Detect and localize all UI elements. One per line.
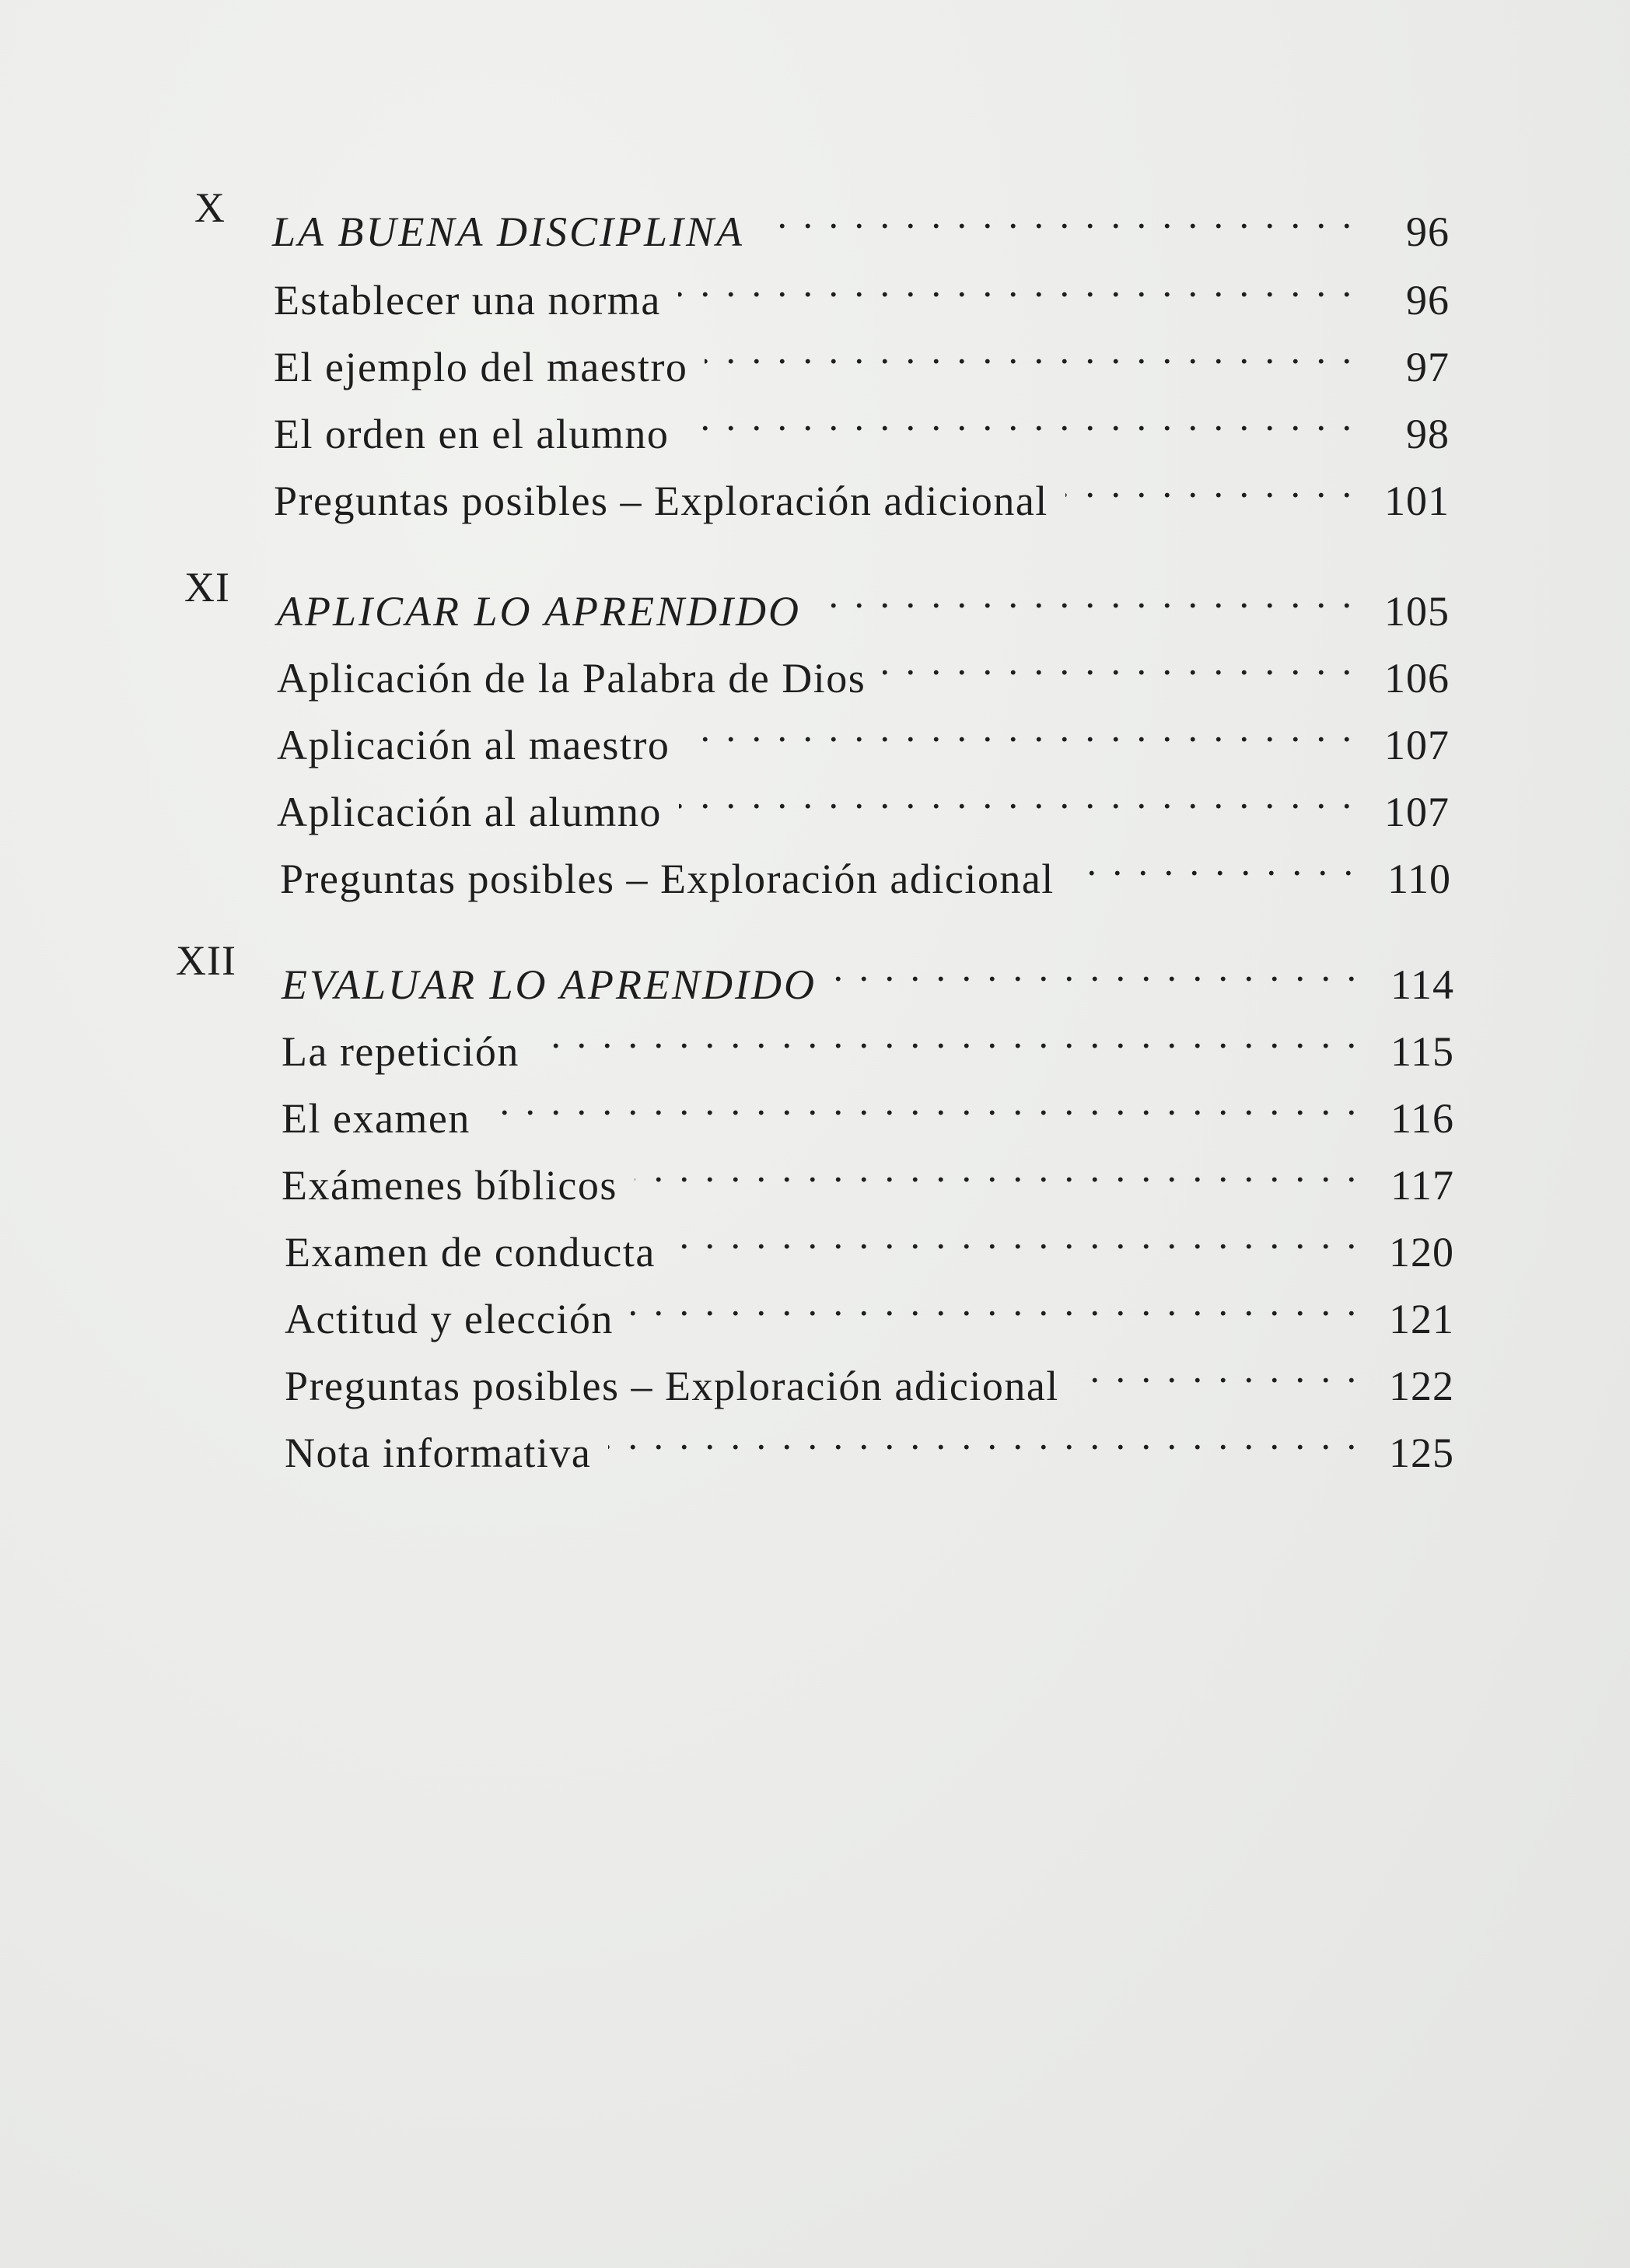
page-number: 125 xyxy=(1389,1430,1454,1476)
chapter-number: XI xyxy=(184,564,230,611)
section-title: El ejemplo del maestro xyxy=(274,344,688,390)
page-number: 117 xyxy=(1390,1162,1454,1209)
dot-leader xyxy=(705,319,1355,381)
page-number: 101 xyxy=(1384,478,1450,524)
page-number: 105 xyxy=(1384,588,1450,635)
chapter-number: XII xyxy=(176,937,236,984)
section-row[interactable] xyxy=(274,252,1450,324)
section-title: Actitud y elección xyxy=(285,1296,614,1342)
page-number: 97 xyxy=(1406,344,1450,390)
dot-leader xyxy=(686,386,1355,448)
section-row[interactable] xyxy=(280,831,1451,902)
page-number: 120 xyxy=(1389,1229,1454,1276)
section-title: El examen xyxy=(282,1095,470,1142)
page-number: 115 xyxy=(1390,1028,1454,1075)
page-number: 114 xyxy=(1390,961,1454,1008)
section-row[interactable] xyxy=(282,1137,1454,1209)
page-number: 96 xyxy=(1406,208,1450,255)
section-row[interactable] xyxy=(285,1204,1454,1276)
chapter-title-row[interactable] xyxy=(277,563,1450,635)
page-number: 116 xyxy=(1390,1095,1454,1142)
chapter-title: EVALUAR LO APRENDIDO xyxy=(282,961,817,1008)
section-row[interactable] xyxy=(285,1271,1454,1342)
dot-leader xyxy=(883,630,1355,692)
section-title: Nota informativa xyxy=(285,1430,592,1476)
dot-leader xyxy=(687,697,1355,759)
chapter-title-row[interactable] xyxy=(272,184,1450,255)
section-row[interactable] xyxy=(277,697,1450,768)
section-row[interactable] xyxy=(282,1003,1454,1075)
page-number: 106 xyxy=(1384,655,1450,702)
chapter-title: APLICAR LO APRENDIDO xyxy=(277,588,801,635)
dot-leader xyxy=(673,1204,1359,1266)
page-number: 98 xyxy=(1406,411,1450,457)
page-number: 107 xyxy=(1384,789,1450,835)
section-row[interactable] xyxy=(285,1405,1454,1476)
section-title: Preguntas posibles – Exploración adicional xyxy=(285,1363,1059,1409)
dot-leader xyxy=(761,184,1355,246)
dot-leader xyxy=(679,764,1355,826)
section-row[interactable] xyxy=(282,1070,1454,1142)
section-row[interactable] xyxy=(277,630,1450,702)
chapter-title-row[interactable] xyxy=(282,936,1454,1008)
dot-leader xyxy=(635,1137,1359,1199)
section-title: La repetición xyxy=(282,1028,519,1075)
page-number: 96 xyxy=(1406,277,1450,324)
section-title: Examen de conducta xyxy=(285,1229,656,1276)
dot-leader xyxy=(834,936,1359,999)
dot-leader xyxy=(818,563,1355,625)
section-row[interactable] xyxy=(277,764,1450,835)
section-title: Exámenes bíblicos xyxy=(282,1162,617,1209)
dot-leader xyxy=(537,1003,1359,1066)
section-row[interactable] xyxy=(274,453,1450,524)
section-row[interactable] xyxy=(285,1338,1454,1409)
section-title: Aplicación al alumno xyxy=(277,789,662,835)
page-number: 121 xyxy=(1389,1296,1454,1342)
chapter-title: LA BUENA DISCIPLINA xyxy=(272,208,745,255)
dot-leader xyxy=(1072,831,1356,893)
dot-leader xyxy=(608,1405,1359,1467)
section-title: Aplicación al maestro xyxy=(277,722,670,768)
chapter-number: X xyxy=(194,184,226,231)
section-title: Preguntas posibles – Exploración adicional xyxy=(280,856,1055,902)
section-row[interactable] xyxy=(274,319,1450,390)
dot-leader xyxy=(1065,453,1355,515)
dot-leader xyxy=(678,252,1355,314)
page-number: 107 xyxy=(1384,722,1450,768)
section-title: Aplicación de la Palabra de Dios xyxy=(277,655,866,702)
dot-leader xyxy=(488,1070,1359,1132)
section-title: El orden en el alumno xyxy=(274,411,670,457)
section-row[interactable] xyxy=(274,386,1450,457)
dot-leader xyxy=(1076,1338,1359,1400)
section-title: Establecer una norma xyxy=(274,277,661,324)
section-title: Preguntas posibles – Exploración adicional xyxy=(274,478,1048,524)
page-number: 110 xyxy=(1387,856,1451,902)
page-number: 122 xyxy=(1389,1363,1454,1409)
dot-leader xyxy=(631,1271,1359,1333)
